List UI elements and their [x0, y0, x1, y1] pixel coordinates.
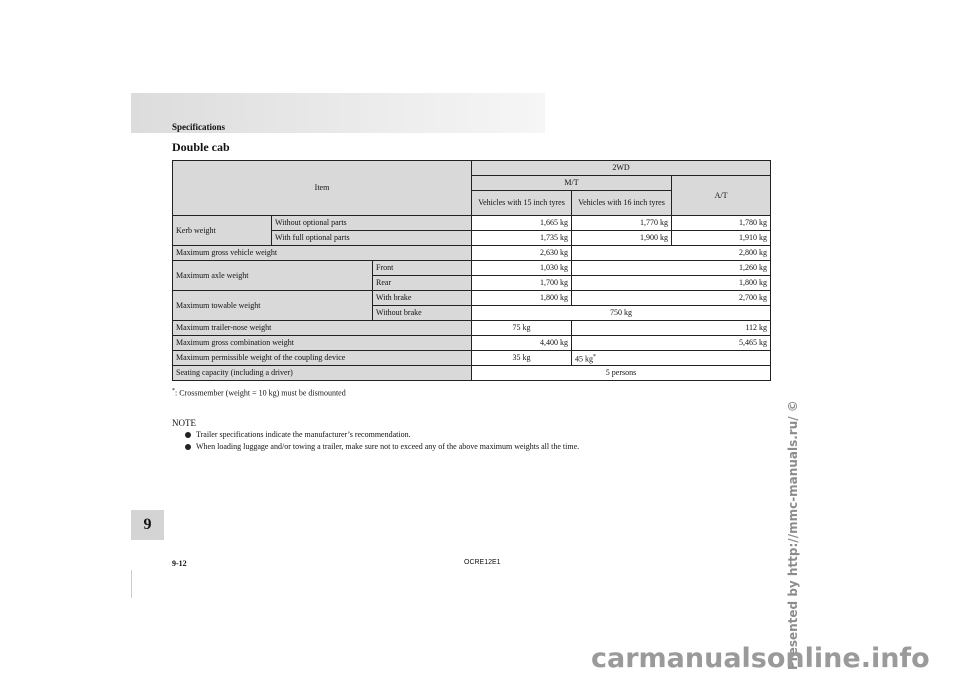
axle-rear-15: 1,700 kg [472, 276, 572, 291]
footnote [172, 388, 346, 398]
front-label: Front [373, 261, 472, 276]
trailer-nose-15: 75 kg [472, 321, 572, 336]
with-optional-label: With full optional parts [272, 231, 472, 246]
gross-combination-label: Maximum gross combination weight [173, 336, 472, 351]
without-optional-label: Without optional parts [272, 216, 472, 231]
note-text: Trailer specifications indicate the manufacturer’s recommendation. [196, 430, 411, 439]
gross-combination-15: 4,400 kg [472, 336, 572, 351]
table-row [173, 366, 771, 381]
max-axle-label: Maximum axle weight [173, 261, 373, 291]
crop-mark [131, 570, 132, 598]
kerb-with-15: 1,735 kg [472, 231, 572, 246]
rear-label: Rear [373, 276, 472, 291]
without-brake-label: Without brake [373, 306, 472, 321]
item-header: Item [173, 161, 472, 216]
drive-header: 2WD [472, 161, 771, 176]
kerb-without-at: 1,780 kg [672, 216, 771, 231]
note-heading: NOTE [172, 418, 196, 428]
tow-with-other: 2,700 kg [572, 291, 771, 306]
coupling-label: Maximum permissible weight of the coupling device [173, 351, 472, 366]
kerb-with-16: 1,900 kg [572, 231, 672, 246]
trailer-nose-label: Maximum trailer-nose weight [173, 321, 472, 336]
col-16-inch: Vehicles with 16 inch tyres [572, 191, 672, 216]
table-row [173, 321, 771, 336]
note-text: When loading luggage and/or towing a trailer, make sure not to exceed any of the above maximum weights all the time. [196, 442, 580, 451]
specifications-table [172, 160, 771, 381]
axle-rear-other: 1,800 kg [572, 276, 771, 291]
tow-without-value: 750 kg [472, 306, 771, 321]
bullet-icon [185, 444, 191, 450]
coupling-other: 45 kg [575, 354, 594, 364]
side-watermark: Presented by http://mmc-manuals.ru/ © [786, 400, 800, 670]
max-gross-vehicle-other: 2,800 kg [572, 246, 771, 261]
seating-value: 5 persons [472, 366, 771, 381]
table-row [173, 216, 771, 231]
subsection-title: Double cab [172, 140, 230, 154]
at-header: A/T [672, 176, 771, 216]
max-gross-vehicle-15: 2,630 kg [472, 246, 572, 261]
coupling-15: 35 kg [472, 351, 572, 366]
tow-with-15: 1,800 kg [472, 291, 572, 306]
gross-combination-other: 5,465 kg [572, 336, 771, 351]
section-title: Specifications [172, 122, 225, 132]
bottom-watermark: carmanualsonline.info [591, 643, 930, 674]
footnote-text: : Crossmember (weight = 10 kg) must be dismounted [175, 388, 346, 398]
table-row [173, 336, 771, 351]
with-brake-label: With brake [373, 291, 472, 306]
table-row [173, 291, 771, 306]
mt-header: M/T [472, 176, 672, 191]
col-15-inch: Vehicles with 15 inch tyres [472, 191, 572, 216]
footnote-mark: * [172, 388, 175, 394]
side-watermark-wrap [786, 350, 820, 670]
max-towable-label: Maximum towable weight [173, 291, 373, 321]
coupling-footnote-mark: * [593, 353, 597, 360]
kerb-without-15: 1,665 kg [472, 216, 572, 231]
kerb-weight-label: Kerb weight [173, 216, 272, 246]
trailer-nose-other: 112 kg [572, 321, 771, 336]
table-row [173, 351, 771, 366]
kerb-without-16: 1,770 kg [572, 216, 672, 231]
max-gross-vehicle-label: Maximum gross vehicle weight [173, 246, 472, 261]
page-number: 9-12 [172, 559, 187, 568]
bullet-icon [185, 432, 191, 438]
axle-front-15: 1,030 kg [472, 261, 572, 276]
table-row [173, 261, 771, 276]
coupling-other-cell [572, 351, 771, 366]
document-code: OCRE12E1 [464, 559, 501, 566]
note-item [185, 430, 411, 439]
seating-label: Seating capacity (including a driver) [173, 366, 472, 381]
table-row [173, 246, 771, 261]
axle-front-other: 1,260 kg [572, 261, 771, 276]
kerb-with-at: 1,910 kg [672, 231, 771, 246]
note-item [185, 442, 579, 451]
chapter-tab: 9 [131, 510, 164, 540]
